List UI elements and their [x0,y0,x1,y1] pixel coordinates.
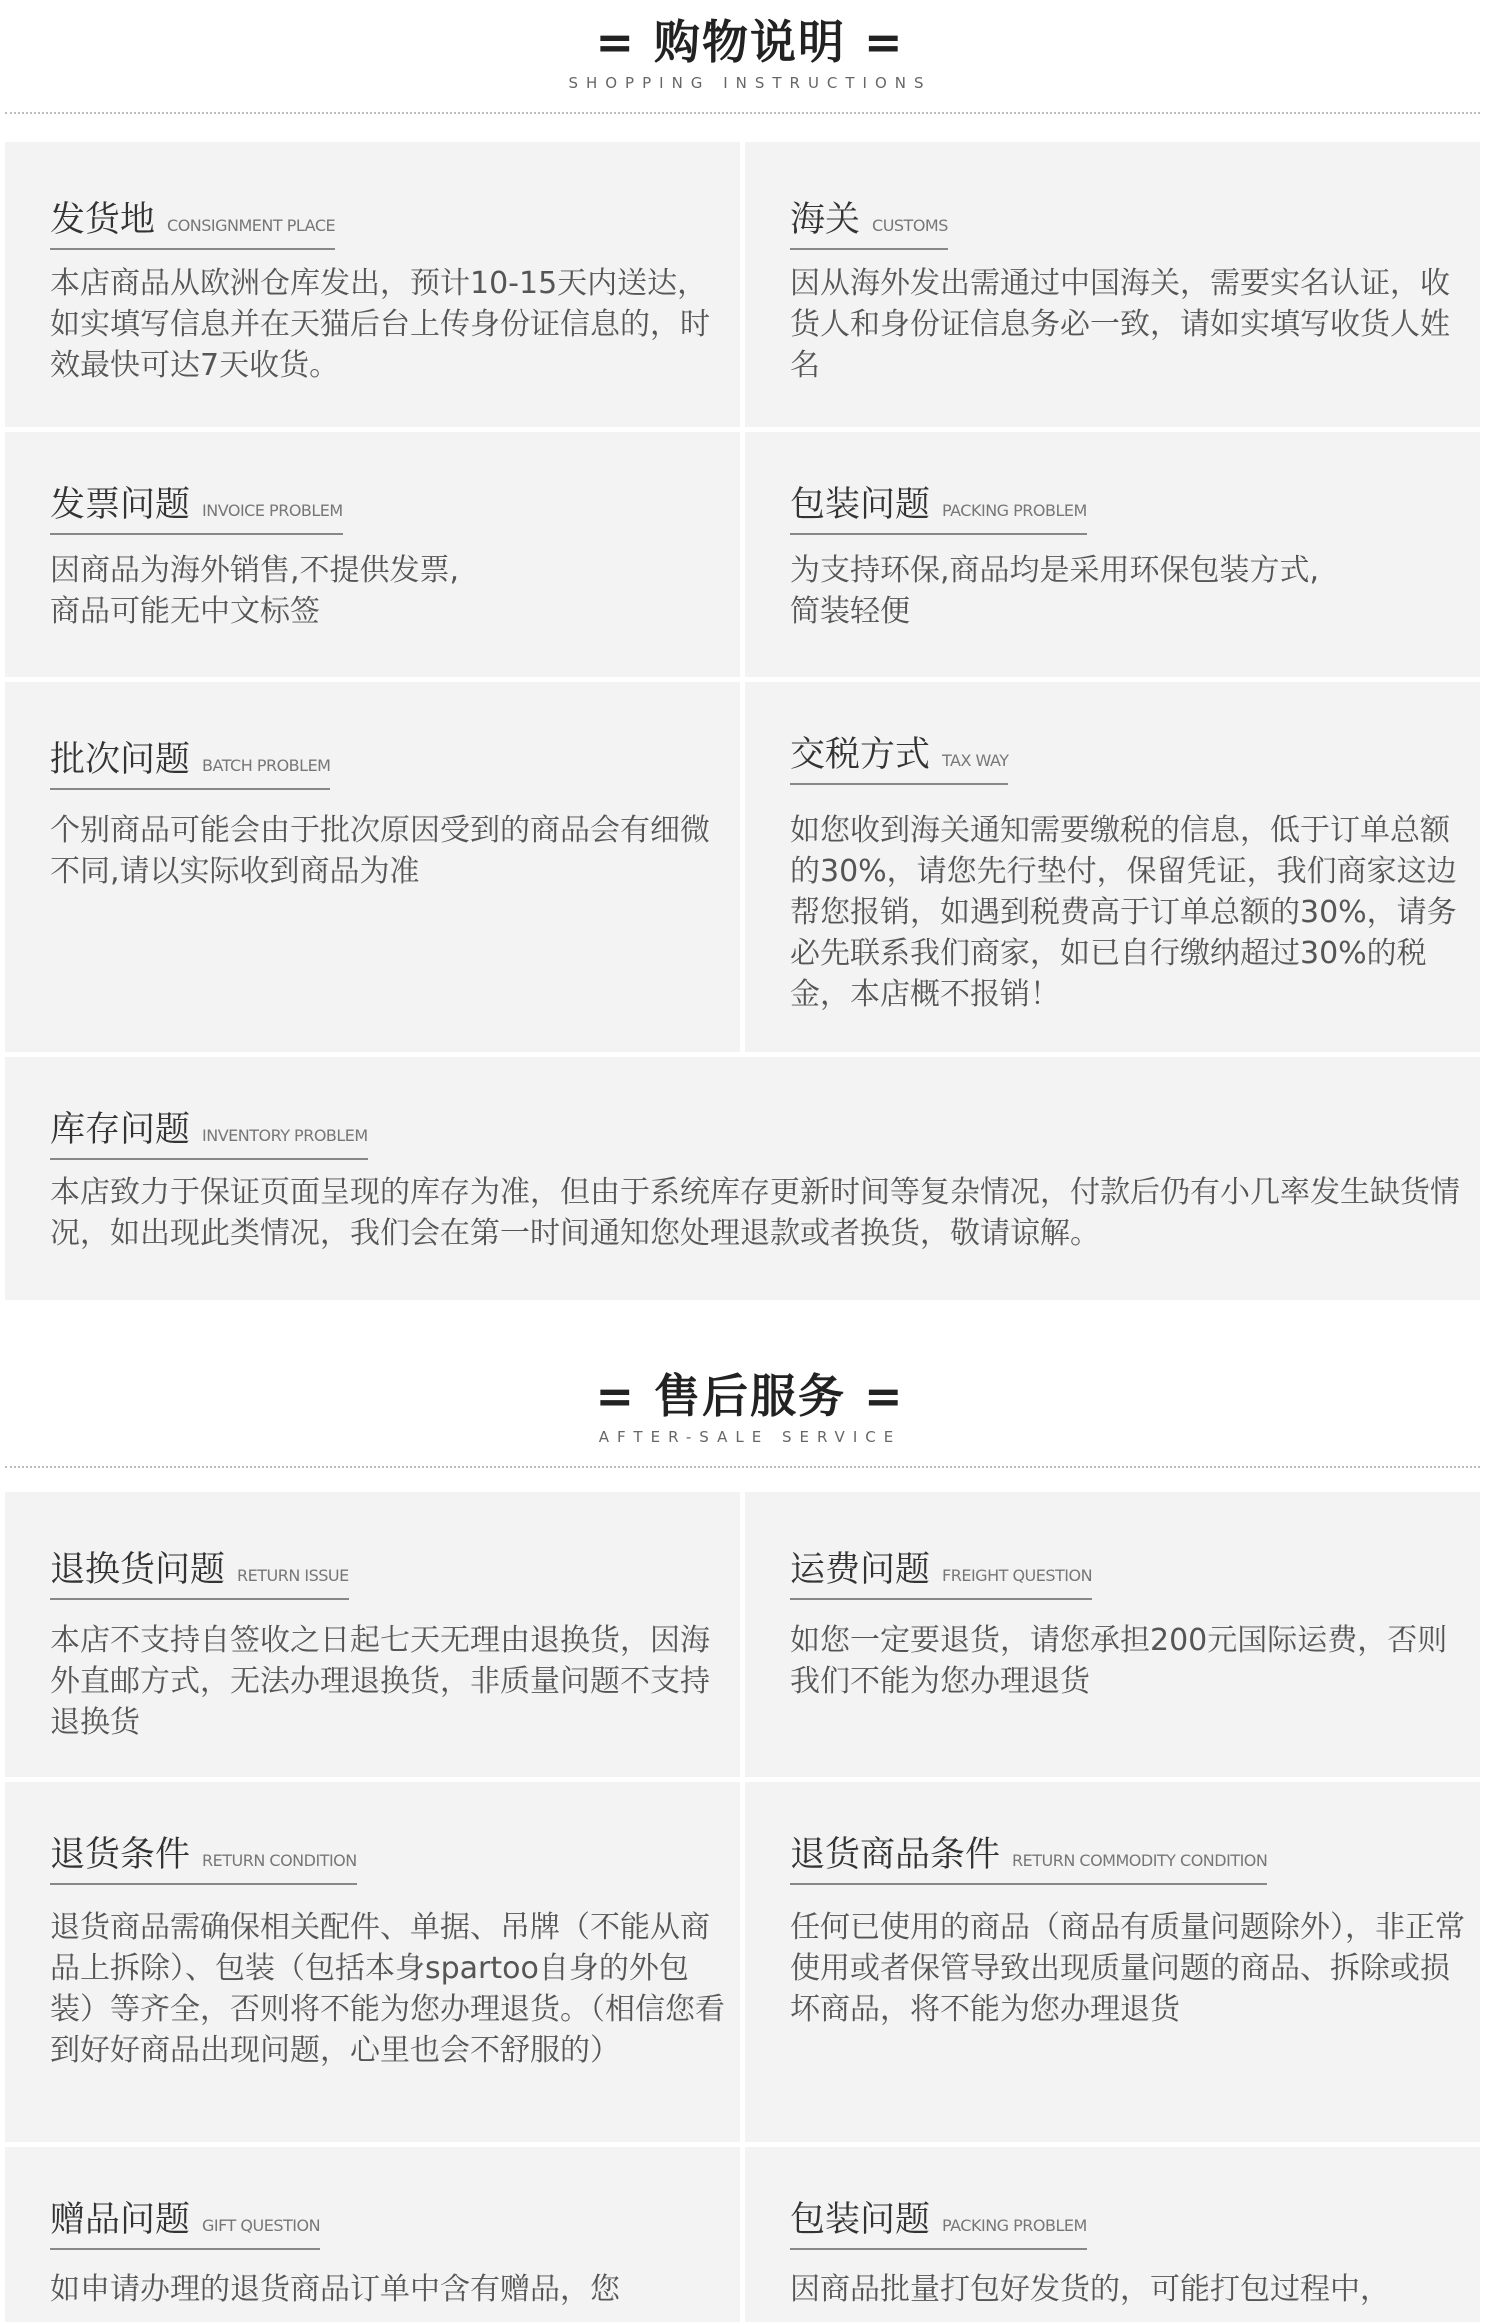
card-subtitle: GIFT QUESTION [202,2216,321,2235]
card-underline [790,1883,1267,1885]
card-body: 为支持环保,商品均是采用环保包装方式, 简装轻便 [790,553,1320,629]
card-underline [50,533,343,535]
card-batch-problem [5,682,740,1052]
card-customs [745,142,1480,427]
card-underline [790,2248,1087,2250]
title-dash-right: = [864,15,905,69]
card-subtitle: TAX WAY [942,751,1009,770]
card-packing-problem-2 [745,2147,1480,2322]
card-subtitle: RETURN ISSUE [237,1566,349,1585]
card-packing-problem [745,432,1480,677]
card-header [50,1542,349,1600]
card-subtitle: CONSIGNMENT PLACE [167,216,336,235]
card-inventory-problem [5,1057,1480,1300]
card-subtitle: CUSTOMS [872,216,948,235]
card-body: 本店不支持自签收之日起七天无理由退换货，因海外直邮方式，无法办理退换货，非质量问题不支持退换货 [50,1623,710,1740]
card-header [50,477,343,535]
card-body: 如您收到海关通知需要缴税的信息，低于订单总额的30%，请您先行垫付，保留凭证，我们商家这边帮您报销，如遇到税费高于订单总额的30%，请务必先联系我们商家，如已自行缴纳超过30%的税金，本店概不报销！ [790,813,1457,1012]
card-body: 任何已使用的商品（商品有质量问题除外），非正常使用或者保管导致出现质量问题的商品、拆除或损坏商品，将不能为您办理退货 [790,1910,1465,2027]
card-tax-way [745,682,1480,1052]
card-title: 发票问题 [50,485,191,525]
shopping-section-subtitle: SHOPPING INSTRUCTIONS [568,74,932,92]
card-header [50,732,330,790]
card-body: 如您一定要退货，请您承担200元国际运费，否则我们不能为您办理退货 [790,1623,1448,1699]
card-body: 本店商品从欧洲仓库发出，预计10-15天内送达，如实填写信息并在天猫后台上传身份证信息的，时效最快可达7天收货。 [50,266,710,383]
aftersale-section-header [0,1368,1500,1446]
card-title: 批次问题 [50,740,191,780]
card-header [790,727,1008,785]
shopping-section-title: 购物说明 [654,15,846,69]
aftersale-section-subtitle: AFTER-SALE SERVICE [598,1428,902,1446]
card-body: 本店致力于保证页面呈现的库存为准，但由于系统库存更新时间等复杂情况，付款后仍有小几率发生缺货情况，如出现此类情况，我们会在第一时间通知您处理退款或者换货，敬请谅解。 [50,1175,1460,1251]
card-subtitle: INVENTORY PROBLEM [202,1126,368,1145]
card-body: 如申请办理的退货商品订单中含有赠品，您 [50,2272,620,2307]
title-dash-right: = [864,1369,905,1423]
card-body: 个别商品可能会由于批次原因受到的商品会有细微不同,请以实际收到商品为准 [50,813,710,889]
card-subtitle: PACKING PROBLEM [942,501,1087,520]
card-header [50,2192,320,2250]
card-header [790,1827,1267,1885]
card-title: 包装问题 [790,485,931,525]
shopping-section-header [0,14,1500,92]
card-body: 退货商品需确保相关配件、单据、吊牌（不能从商品上拆除）、包装（包括本身spartoo自身的外包装）等齐全，否则将不能为您办理退货。（相信您看到好好商品出现问题，心里也会不舒服的） [50,1910,725,2068]
card-title: 海关 [790,200,861,240]
card-invoice-problem [5,432,740,677]
card-title: 发货地 [50,200,156,240]
card-header [790,2192,1087,2250]
card-subtitle: RETURN CONDITION [202,1851,357,1870]
card-underline [790,783,1008,785]
card-underline [790,248,948,250]
card-subtitle: RETURN COMMODITY CONDITION [1012,1851,1268,1870]
divider [5,112,1480,114]
card-title: 交税方式 [790,735,931,775]
card-underline [790,533,1087,535]
divider [5,1466,1480,1468]
card-header [790,192,948,250]
card-subtitle: FREIGHT QUESTION [942,1566,1093,1585]
card-return-commodity-condition [745,1782,1480,2142]
card-freight-question [745,1492,1480,1777]
card-underline [50,1158,368,1160]
card-subtitle: PACKING PROBLEM [942,2216,1087,2235]
card-title: 库存问题 [50,1110,191,1150]
card-underline [50,2248,320,2250]
card-header [790,477,1087,535]
card-gift-question [5,2147,740,2322]
card-header [790,1542,1092,1600]
card-title: 包装问题 [790,2200,931,2240]
card-header [50,1102,368,1160]
card-body: 因商品批量打包好发货的，可能打包过程中， [790,2272,1390,2307]
card-underline [50,788,330,790]
card-title: 运费问题 [790,1550,931,1590]
card-return-condition [5,1782,740,2142]
card-return-issue [5,1492,740,1777]
shopping-section-title-row [0,14,1500,70]
card-subtitle: BATCH PROBLEM [202,756,331,775]
aftersale-section-title-row [0,1368,1500,1424]
title-dash-left: = [595,15,636,69]
card-body: 因商品为海外销售,不提供发票, 商品可能无中文标签 [50,553,460,629]
card-header [50,1827,357,1885]
card-consignment-place [5,142,740,427]
title-dash-left: = [595,1369,636,1423]
card-underline [50,1598,349,1600]
aftersale-section-title: 售后服务 [654,1369,846,1423]
card-body: 因从海外发出需通过中国海关，需要实名认证，收货人和身份证信息务必一致，请如实填写收货人姓名 [790,266,1450,383]
card-title: 赠品问题 [50,2200,191,2240]
card-subtitle: INVOICE PROBLEM [202,501,343,520]
card-underline [790,1598,1092,1600]
card-underline [50,248,335,250]
card-header [50,192,335,250]
card-title: 退货商品条件 [790,1835,1001,1875]
card-underline [50,1883,357,1885]
card-title: 退换货问题 [50,1550,226,1590]
card-title: 退货条件 [50,1835,191,1875]
